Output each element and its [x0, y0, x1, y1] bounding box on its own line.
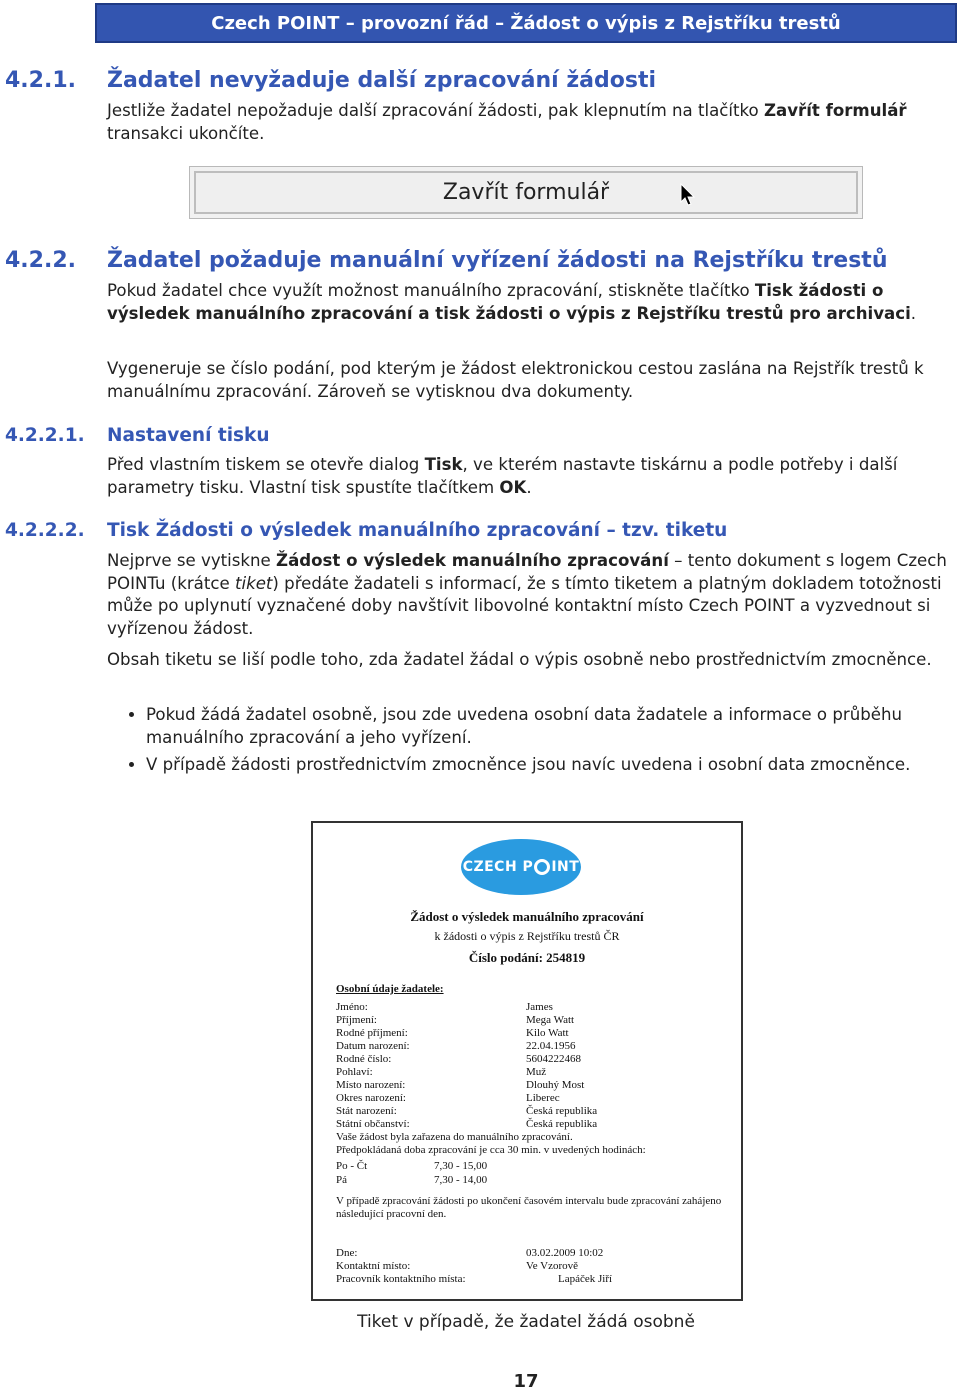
- ticket-document: [311, 821, 743, 1301]
- close-form-button-frame: [189, 166, 863, 219]
- page-number: 17: [513, 1371, 539, 1392]
- section-4-2-2-2-title: Tisk Žádosti o výsledek manuálního zpracování – tzv. tiketu: [107, 520, 728, 541]
- section-4-2-2-1-number: 4.2.2.1.: [5, 425, 85, 446]
- section-4-2-1-text: Jestliže žadatel nepožaduje další zpracování žádosti, pak klepnutím na tlačítko Zavřít formulář transakci ukončíte.: [107, 101, 907, 143]
- section-4-2-2-1-text: Před vlastním tiskem se otevře dialog Tisk, ve kterém nastavte tiskárnu a podle potřeby i další parametry tisku. Vlastní tisk spustíte tlačítkem OK.: [107, 455, 898, 497]
- list-item: • Pokud žádá žadatel osobně, jsou zde uvedena osobní data žadatele a informace o průběhu manuálního zpracování a jeho vyřízení.: [146, 704, 946, 749]
- czech-point-logo: CZECH P INT: [461, 839, 581, 895]
- ticket-data-row: Místo narození: Dlouhý Most: [336, 1079, 585, 1091]
- ticket-data-row: Datum narození: 22.04.1956: [336, 1040, 576, 1052]
- section-4-2-2-paragraph-2: Vygeneruje se číslo podání, pod kterým je žádost elektronickou cestou zaslána na Rejstřík trestů k manuálnímu zpracování. Zároveň se vytisknou dva dokumenty.: [107, 359, 924, 401]
- section-4-2-1-number: 4.2.1.: [5, 68, 76, 93]
- section-4-2-2-2-number: 4.2.2.2.: [5, 520, 85, 541]
- list-item: • V případě žádosti prostřednictvím zmocněnce jsou navíc uvedena i osobní data zmocněnce.: [146, 754, 946, 777]
- ticket-footer-row: Kontaktní místo: Ve Vzorově: [336, 1260, 579, 1272]
- section-4-2-2-1-title: Nastavení tisku: [107, 425, 270, 446]
- ticket-hours-row: Po - Čt 7,30 - 15,00: [336, 1160, 488, 1172]
- section-4-2-2-paragraph-1: Pokud žadatel chce využít možnost manuálního zpracování, stiskněte tlačítko Tisk žádosti o výsledek manuálního zpracování a tisk žádosti o výpis z Rejstříku trestů pro archivaci.: [107, 281, 917, 323]
- ticket-data-row: Rodné číslo: 5604222468: [336, 1053, 581, 1065]
- ticket-data-row: Státní občanství: Česká republika: [336, 1118, 598, 1130]
- ticket-info-1: Vaše žádost byla zařazena do manuálního zpracování.: [336, 1131, 573, 1143]
- close-form-button[interactable]: [194, 171, 858, 214]
- ticket-footer-row: Dne: 03.02.2009 10:02: [336, 1247, 604, 1259]
- ticket-info-2: Předpokládaná doba zpracování je cca 30 min. v uvedených hodinách:: [336, 1144, 646, 1156]
- ticket-title: Žádost o výsledek manuálního zpracování: [410, 909, 644, 924]
- section-4-2-2-2-paragraph-1: Nejprve se vytiskne Žádost o výsledek manuálního zpracování – tento dokument s logem Czech POINTu (krátce tiket) předáte žadateli s informací, že s tímto tiketem a platným dokladem totožnosti může po uplynutí vyznačené doby navštívit libovolné kontaktní místo Czech POINT a vyzvednout si vyřízenou žádost.: [107, 551, 947, 638]
- bullet-list: [107, 704, 946, 782]
- mouse-pointer-icon: [680, 183, 696, 207]
- ticket-subtitle: k žádosti o výpis z Rejstříku trestů ČR: [434, 929, 620, 943]
- section-4-2-1-title: Žadatel nevyžaduje další zpracování žádosti: [107, 68, 657, 93]
- ticket-section-heading: Osobní údaje žadatele:: [336, 983, 444, 995]
- ticket-data-row: Okres narození: Liberec: [336, 1092, 560, 1104]
- ticket-data-row: Jméno: James: [336, 1001, 553, 1013]
- section-4-2-2-title: Žadatel požaduje manuální vyřízení žádosti na Rejstříku trestů: [107, 248, 888, 273]
- figure-caption: Tiket v případě, že žadatel žádá osobně: [357, 1312, 695, 1332]
- header-title: Czech POINT – provozní řád – Žádost o výpis z Rejstříku trestů: [211, 12, 841, 34]
- page-header: [95, 3, 957, 43]
- section-4-2-2-number: 4.2.2.: [5, 248, 76, 273]
- ticket-data-row: Příjmení: Mega Watt: [336, 1014, 575, 1026]
- ticket-footer-row: Pracovník kontaktního místa: Lapáček Jiří: [336, 1273, 613, 1285]
- close-form-button-label: Zavřít formulář: [442, 180, 610, 205]
- ticket-submission-number: Číslo podání: 254819: [468, 950, 586, 965]
- ticket-info-3: V případě zpracování žádosti po ukončení časovém intervalu bude zpracování zahájeno následující pracovní den.: [336, 1195, 722, 1220]
- ticket-hours-row: Pá 7,30 - 14,00: [336, 1174, 488, 1186]
- ticket-data-row: Rodné příjmení: Kilo Watt: [336, 1027, 569, 1039]
- ticket-data-row: Pohlaví: Muž: [336, 1066, 547, 1078]
- section-4-2-2-2-paragraph-2: Obsah tiketu se liší podle toho, zda žadatel žádal o výpis osobně nebo prostřednictvím zmocněnce.: [107, 650, 932, 669]
- ticket-data-row: Stát narození: Česká republika: [336, 1105, 598, 1117]
